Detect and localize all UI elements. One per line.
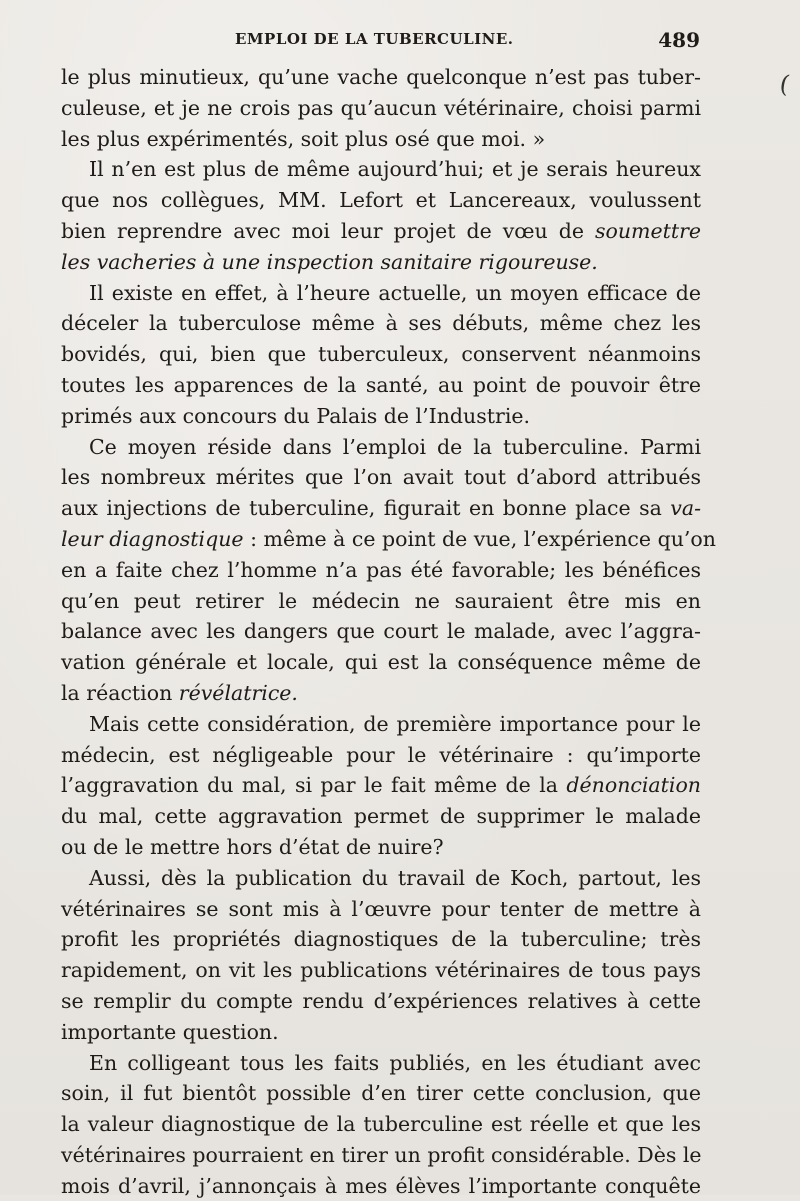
text-segment: bovidés, qui, bien que tuberculeux, conservent néanmoins [61,342,701,367]
page-header [60,28,700,58]
text-segment: importante question. [61,1019,279,1044]
text-segment: : même à ce point de vue, l’expérience qu’on [243,526,716,551]
text-segment: vétérinaires pourraient en tirer un profit considérable. Dès le [61,1142,702,1167]
text-segment: Mais cette considération, de première importance pour le [89,711,701,736]
text-segment: se remplir du compte rendu d’expériences relatives à cette [61,988,701,1013]
italic-text: révélatrice. [178,680,298,705]
text-segment: profit les propriétés diagnostiques de la tuberculine; très [61,927,701,952]
text-segment: la réaction [61,680,179,705]
body-text [61,62,716,1201]
text-line [61,62,701,93]
text-line [61,1109,701,1140]
text-line [61,986,701,1017]
text-segment: vation générale et locale, qui est la conséquence même de [61,650,701,675]
text-line [61,709,701,740]
text-segment: le plus minutieux, qu’une vache quelconque n’est pas tuber- [61,65,701,89]
text-segment: l’aggravation du mal, si par le fait même de la [61,773,567,798]
text-segment: balance avec les dangers que court le malade, avec l’aggra- [61,619,701,644]
margin-mark: ( [777,69,792,99]
text-line [61,1048,701,1079]
text-line [61,278,701,309]
text-segment: soin, il fut bientôt possible d’en tirer cette conclusion, que [61,1081,701,1106]
text-line [61,924,701,955]
text-segment: primés aux concours du Palais de l’Industrie. [61,403,531,428]
text-line [61,586,701,617]
text-line [61,1017,701,1048]
text-line [61,1140,701,1171]
text-segment: mois d’avril, j’annonçais à mes élèves l’importante conquête [61,1173,701,1198]
text-line [61,863,701,894]
text-line [61,339,701,370]
text-segment: bien reprendre avec moi leur projet de vœu de [61,218,595,243]
text-line [61,555,701,586]
text-segment: les nombreux mérites que l’on avait tout d’abord attribués [61,465,701,490]
text-line [61,832,701,863]
text-line [61,401,701,432]
text-line [61,1078,701,1109]
text-segment: vétérinaires se sont mis à l’œuvre pour tenter de mettre à [61,896,701,921]
page-number: 489 [658,28,700,52]
text-line [61,524,716,555]
text-segment: Ce moyen réside dans l’emploi de la tuberculine. Parmi [89,434,701,459]
text-segment: du mal, cette aggravation permet de supprimer le malade [61,804,701,829]
text-line [61,770,701,801]
text-line [61,308,701,339]
text-segment: qu’en peut retirer le médecin ne sauraient être mis en [61,588,701,613]
text-line [61,216,701,247]
italic-text: les vacheries à une inspection sanitaire rigoureuse. [61,249,598,274]
text-segment: culeuse, et je ne crois pas qu’aucun vétérinaire, choisi parmi [61,95,701,120]
text-line [61,124,701,155]
text-segment: en a faite chez l’homme n’a pas été favorable; les bénéfices [61,557,701,582]
text-segment: aux injections de tuberculine, figurait en bonne place sa [61,496,671,521]
text-segment: la valeur diagnostique de la tuberculine est réelle et que les [61,1112,701,1137]
text-line [61,432,701,463]
text-segment: Il n’en est plus de même aujourd’hui; et je serais heureux [89,157,701,182]
text-line [61,678,701,709]
italic-text: soumettre [594,218,701,243]
text-line [61,370,701,401]
text-line [61,493,701,524]
text-segment: Il existe en effet, à l’heure actuelle, un moyen efficace de [89,280,701,305]
text-segment: En colligeant tous les faits publiés, en les étudiant avec [89,1050,701,1075]
text-line [61,894,701,925]
text-line [61,955,701,986]
text-line [61,740,701,771]
text-segment: que nos collègues, MM. Lefort et Lancereaux, voulussent [61,188,701,213]
text-segment: ou de le mettre hors d’état de nuire? [61,834,444,859]
italic-text: va- [670,496,701,521]
text-line [61,616,701,647]
text-line [61,154,701,185]
italic-text: leur diagnostique [61,526,244,551]
text-line [61,1171,701,1201]
text-segment: les plus expérimentés, soit plus osé que moi. » [61,126,546,151]
text-line [61,801,701,832]
text-segment: médecin, est négligeable pour le vétérinaire : qu’importe [61,742,701,767]
text-line [61,185,701,216]
text-line [61,247,701,278]
italic-text: dénonciation [566,773,701,798]
text-segment: toutes les apparences de la santé, au point de pouvoir être [61,372,701,397]
text-segment: déceler la tuberculose même à ses débuts, même chez les [61,311,701,336]
text-line [61,462,701,493]
text-line [61,93,701,124]
text-segment: Aussi, dès la publication du travail de Koch, partout, les [89,865,701,890]
running-title: EMPLOI DE LA TUBERCULINE. [235,30,514,48]
text-line [61,647,701,678]
text-segment: rapidement, on vit les publications vétérinaires de tous pays [61,958,701,983]
